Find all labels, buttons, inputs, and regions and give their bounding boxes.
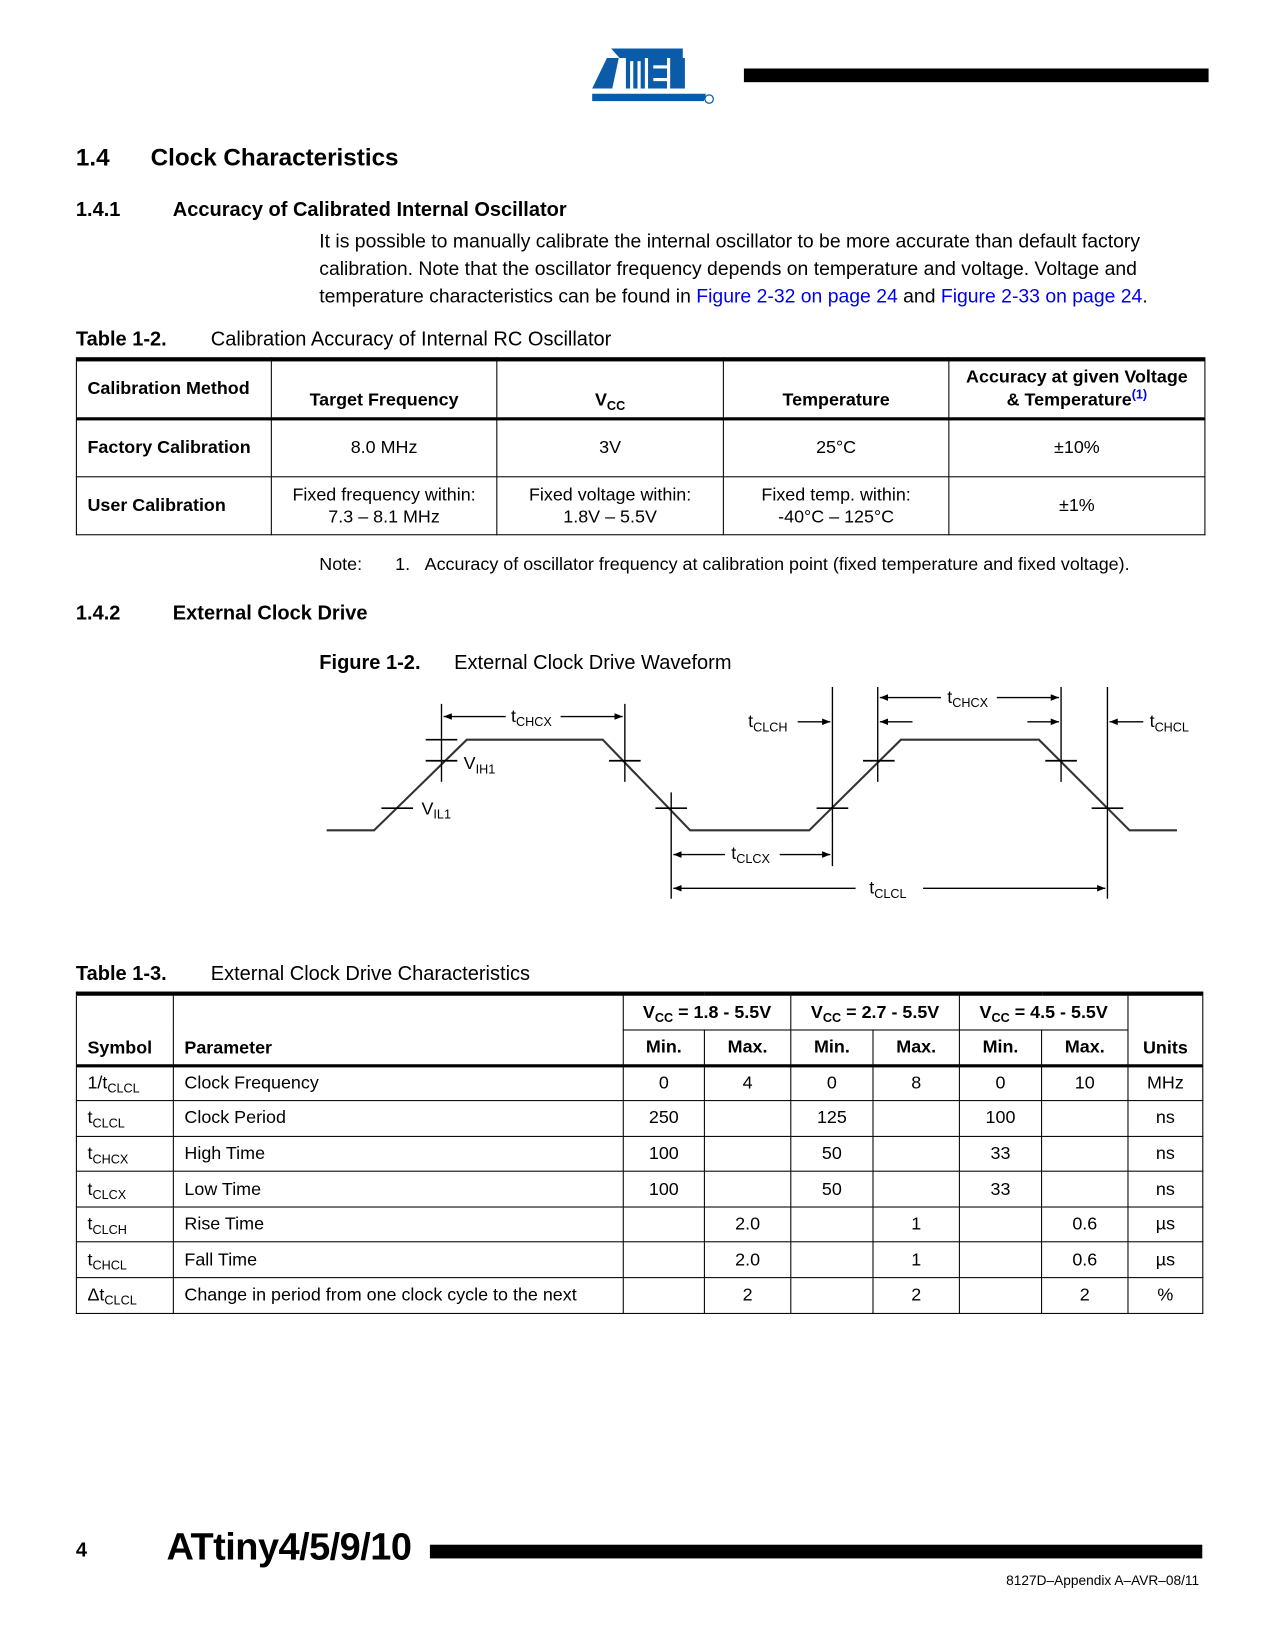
cell-line: -40°C – 125°C [778, 506, 895, 527]
footnote-1-link[interactable]: (1) [1131, 387, 1148, 403]
vcc-v: V [642, 1001, 655, 1022]
value-cell: 0 [623, 1065, 704, 1100]
symbol-sub: CHCX [92, 1151, 129, 1167]
value-cell: 4 [704, 1065, 790, 1100]
parameter-cell: Rise Time [173, 1207, 623, 1242]
value-cell: 100 [623, 1136, 704, 1171]
symbol-sub: CLCX [92, 1187, 127, 1202]
value-cell [704, 1171, 790, 1206]
symbol-cell [76, 1136, 173, 1171]
value-cell: 2 [873, 1278, 959, 1313]
figure-2-32-link[interactable]: Figure 2-32 on page 24 [696, 284, 898, 307]
value-cell [873, 1136, 959, 1171]
header-max: Max. [1042, 1029, 1128, 1065]
cell [497, 476, 724, 534]
header-vcc-4-5 [959, 994, 1128, 1030]
vcc-range: = 1.8 - 5.5V [673, 1001, 772, 1022]
vcc-range: = 2.7 - 5.5V [841, 1001, 940, 1022]
value-cell: 125 [791, 1101, 873, 1136]
symbol-text: t [87, 1249, 93, 1270]
value-cell: 0.6 [1042, 1242, 1128, 1277]
header-max: Max. [873, 1029, 959, 1065]
figure-2-33-link[interactable]: Figure 2-33 on page 24 [940, 284, 1143, 307]
value-cell: 0 [959, 1065, 1041, 1100]
value-cell [959, 1207, 1041, 1242]
header-vcc-1-8 [623, 994, 791, 1030]
clock-waveform-diagram [299, 674, 1205, 916]
symbol-cell [76, 1171, 173, 1206]
symbol-sub: CLCL [92, 1116, 125, 1132]
parameter-cell: Clock Period [173, 1101, 623, 1136]
value-cell [704, 1136, 790, 1171]
symbol-sub: CLCH [92, 1222, 127, 1238]
table-row [76, 1242, 1202, 1277]
vcc-sub: CC [991, 1010, 1010, 1025]
table-header-row [76, 359, 1205, 418]
label-tchcl: $t_{CHCL}$ [1149, 711, 1189, 735]
note-text: Accuracy of oscillator frequency at calibration point (fixed temperature and fixed voltage). [424, 554, 1130, 575]
page-number: 4 [75, 1539, 88, 1562]
subsection-number: 1.4.2 [75, 602, 121, 625]
cell-line: 1.8V – 5.5V [563, 506, 657, 527]
label-tchcx-2: $t_{CHCX}$ [947, 686, 989, 711]
label-tchcx-1: $t_{CHCX}$ [511, 705, 552, 729]
cell: 25°C [723, 418, 948, 476]
external-clock-table [76, 992, 1203, 1314]
subsection-title: Accuracy of Calibrated Internal Oscillator [172, 199, 567, 222]
value-cell: 0.6 [1042, 1207, 1128, 1242]
table-row [76, 1278, 1202, 1313]
cell: 8.0 MHz [271, 418, 496, 476]
units-cell: MHz [1128, 1065, 1203, 1100]
cell-line: 7.3 – 8.1 MHz [328, 506, 440, 527]
value-cell: 50 [791, 1136, 873, 1171]
value-cell: 33 [959, 1171, 1041, 1206]
paragraph-text: and [897, 284, 941, 307]
value-cell: 1 [873, 1207, 959, 1242]
header-temperature: Temperature [723, 359, 948, 418]
header-min: Min. [791, 1029, 873, 1065]
vcc-sub: CC [822, 1010, 842, 1025]
symbol-cell [76, 1065, 173, 1100]
value-cell [704, 1101, 790, 1136]
cell-line: Fixed temp. within: [761, 484, 911, 505]
atmel-logo [590, 44, 719, 105]
value-cell [791, 1278, 873, 1313]
units-cell: ns [1128, 1136, 1203, 1171]
symbol-text: 1/t [87, 1072, 108, 1093]
row-method: Factory Calibration [76, 418, 271, 476]
label-vil1: $V_{IL1}$ [421, 798, 451, 822]
vcc-v: V [810, 1001, 823, 1022]
figure-caption: External Clock Drive Waveform [454, 652, 732, 675]
value-cell: 50 [791, 1171, 873, 1206]
row-method: User Calibration [76, 476, 271, 534]
header-vcc [497, 359, 724, 418]
symbol-text: t [87, 1107, 93, 1128]
header-rule [744, 68, 1209, 82]
table-caption: External Clock Drive Characteristics [210, 963, 531, 986]
figure-label: Figure 1-2. [319, 652, 421, 675]
value-cell [623, 1242, 704, 1277]
section-title: Clock Characteristics [150, 143, 399, 171]
parameter-cell: High Time [173, 1136, 623, 1171]
value-cell [959, 1242, 1041, 1277]
value-cell [873, 1101, 959, 1136]
value-cell: 100 [959, 1101, 1041, 1136]
table-body [76, 1065, 1202, 1313]
table-row [76, 476, 1205, 534]
paragraph-text: It is possible to manually calibrate the internal oscillator to be more accurate than default factory calibration. Note that the oscillator frequency depends on temperature and voltage. Voltage and temperature characteristics can be found in [319, 229, 1141, 307]
accuracy-header-text: Accuracy at given Voltage & Temperature [966, 366, 1188, 411]
header-max: Max. [704, 1029, 790, 1065]
symbol-cell [76, 1242, 173, 1277]
cell: ±1% [949, 476, 1205, 534]
units-cell: µs [1128, 1207, 1203, 1242]
waveform-signal [327, 740, 1177, 831]
vcc-v: V [594, 389, 607, 410]
table-row [76, 418, 1205, 476]
value-cell [623, 1278, 704, 1313]
value-cell: 250 [623, 1101, 704, 1136]
parameter-cell: Low Time [173, 1171, 623, 1206]
value-cell [791, 1207, 873, 1242]
header-units: Units [1128, 994, 1203, 1066]
table-row [76, 1136, 1202, 1171]
value-cell [1042, 1171, 1128, 1206]
note-label: Note: [319, 554, 363, 575]
value-cell: 8 [873, 1065, 959, 1100]
header-parameter: Parameter [173, 994, 623, 1066]
value-cell [1042, 1101, 1128, 1136]
section-number: 1.4 [75, 143, 110, 171]
parameter-cell: Change in period from one clock cycle to the next [173, 1278, 623, 1313]
value-cell [873, 1171, 959, 1206]
table-label: Table 1-3. [75, 963, 167, 986]
value-cell: 100 [623, 1171, 704, 1206]
label-vih1: $V_{IH1}$ [463, 753, 496, 777]
value-cell: 0 [791, 1065, 873, 1100]
cell [271, 476, 496, 534]
header-min: Min. [623, 1029, 704, 1065]
header-symbol: Symbol [76, 994, 173, 1066]
symbol-sub: CLCL [104, 1293, 137, 1309]
vcc-v: V [979, 1001, 992, 1022]
value-cell [791, 1242, 873, 1277]
symbol-cell [76, 1278, 173, 1313]
document-id: 8127D–Appendix A–AVR–08/11 [1006, 1572, 1200, 1588]
table-group-header-row [76, 994, 1202, 1030]
table-label: Table 1-2. [75, 328, 167, 351]
calibration-accuracy-table [76, 357, 1206, 535]
value-cell: 33 [959, 1136, 1041, 1171]
value-cell: 1 [873, 1242, 959, 1277]
vcc-range: = 4.5 - 5.5V [1009, 1001, 1108, 1022]
table-row [76, 1207, 1202, 1242]
header-vcc-2-7 [791, 994, 960, 1030]
header-min: Min. [959, 1029, 1041, 1065]
label-tclcl: $t_{CLCL}$ [869, 877, 907, 901]
footer-rule [430, 1545, 1202, 1559]
units-cell: µs [1128, 1242, 1203, 1277]
table-caption: Calibration Accuracy of Internal RC Oscillator [210, 328, 612, 351]
units-cell: ns [1128, 1171, 1203, 1206]
subsection-title: External Clock Drive [172, 602, 368, 625]
paragraph-text: . [1142, 284, 1148, 307]
value-cell: 10 [1042, 1065, 1128, 1100]
subsection-number: 1.4.1 [75, 199, 121, 222]
vcc-sub: CC [654, 1010, 674, 1025]
value-cell [959, 1278, 1041, 1313]
body-paragraph [319, 228, 1206, 310]
cell: 3V [497, 418, 724, 476]
units-cell: ns [1128, 1101, 1203, 1136]
symbol-text: t [87, 1214, 93, 1235]
table-row [76, 1101, 1202, 1136]
cell-line: Fixed voltage within: [528, 484, 692, 505]
value-cell [1042, 1136, 1128, 1171]
value-cell [623, 1207, 704, 1242]
cell [723, 476, 948, 534]
value-cell: 2 [704, 1278, 790, 1313]
value-cell: 2.0 [704, 1207, 790, 1242]
symbol-text: Δt [87, 1284, 105, 1305]
symbol-sub: CHCL [92, 1257, 127, 1273]
symbol-cell [76, 1101, 173, 1136]
value-cell: 2 [1042, 1278, 1128, 1313]
symbol-text: t [87, 1178, 93, 1199]
table-row [76, 1171, 1202, 1206]
units-cell: % [1128, 1278, 1203, 1313]
parameter-cell: Clock Frequency [173, 1065, 623, 1100]
cell: ±10% [949, 418, 1205, 476]
parameter-cell: Fall Time [173, 1242, 623, 1277]
table-row [76, 1065, 1202, 1100]
cell-line: Fixed frequency within: [292, 484, 476, 505]
header-target-frequency: Target Frequency [271, 359, 496, 418]
note-number: 1. [395, 554, 411, 575]
value-cell: 2.0 [704, 1242, 790, 1277]
label-tclcx: $t_{CLCX}$ [731, 842, 770, 866]
vcc-sub: CC [606, 397, 626, 413]
header-accuracy [949, 359, 1205, 418]
header-calibration-method: Calibration Method [76, 359, 271, 418]
symbol-sub: CLCL [107, 1081, 140, 1097]
symbol-text: t [87, 1143, 93, 1164]
product-name: ATtiny4/5/9/10 [166, 1524, 412, 1568]
label-tclch: $t_{CLCH}$ [748, 711, 788, 735]
symbol-cell [76, 1207, 173, 1242]
